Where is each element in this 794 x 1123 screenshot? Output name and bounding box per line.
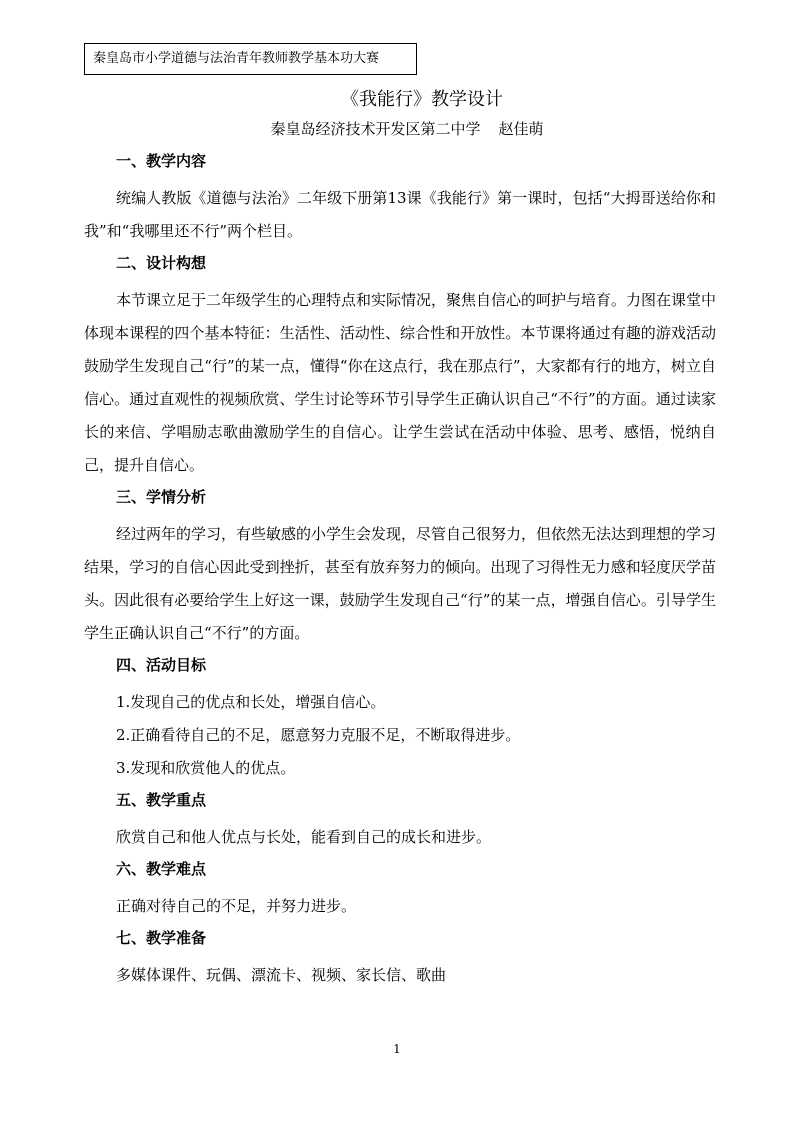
goal-item: 2.正确看待自己的不足，愿意努力克服不足，不断取得进步。 [116, 726, 521, 744]
section-text-analysis: 经过两年的学习，有些敏感的小学生会发现，尽管自己很努力，但依然无法达到理想的学习结果，学习的自信心因此受到挫折，甚至有放弃努力的倾向。出现了习得性无力感和轻度厌学苗头。因此很有必要给学生上好这一课，鼓励学生发现自己“行”的某一点，增强自信心。引导学生学生正确认识自己“不行”的方面。 [84, 525, 717, 642]
goal-item: 1.发现自己的优点和长处，增强自信心。 [116, 693, 386, 711]
section-text-difficulties: 正确对待自己的不足，并努力进步。 [116, 897, 357, 915]
section-heading-goals: 四、活动目标 [116, 656, 207, 674]
section-text-content: 统编人教版《道德与法治》二年级下册第13课《我能行》第一课时，包括“大拇哥送给你和我”和“我哪里还不行”两个栏目。 [84, 189, 716, 240]
author-name: 赵佳萌 [498, 120, 544, 138]
document-title: 《我能行》教学设计 [341, 89, 503, 110]
section-heading-key-points: 五、教学重点 [116, 791, 207, 809]
section-text-design: 本节课立足于二年级学生的心理特点和实际情况，聚焦自信心的呵护与培育。力图在课堂中体现本课程的四个基本特征：生活性、活动性、综合性和开放性。本节课将通过有趣的游戏活动鼓励学生发现自己“行”的某一点，懂得“你在这点行，我在那点行”，大家都有行的地方，树立自信心。通过直观性的视频欣赏、学生讨论等环节引导学生正确认识自己“不行”的方面。通过读家长的来信、学唱励志歌曲激励学生的自信心。让学生尝试在活动中体验、思考、感悟，悦纳自己，提升自信心。 [84, 291, 717, 474]
section-heading-content: 一、教学内容 [116, 152, 207, 170]
section-heading-difficulties: 六、教学难点 [116, 860, 207, 878]
author-line [0, 118, 794, 140]
goal-item: 3.发现和欣赏他人的优点。 [116, 759, 296, 777]
section-heading-analysis: 三、学情分析 [116, 488, 207, 506]
page-number: 1 [393, 1042, 401, 1056]
section-heading-design: 二、设计构想 [116, 254, 207, 272]
document-body [84, 150, 716, 992]
author-school: 秦皇岛经济技术开发区第二中学 [270, 120, 481, 138]
section-text-preparation: 多媒体课件、玩偶、漂流卡、视频、家长信、歌曲 [116, 966, 447, 984]
section-heading-preparation: 七、教学准备 [116, 929, 207, 947]
section-text-key-points: 欣赏自己和他人优点与长处，能看到自己的成长和进步。 [116, 828, 492, 846]
contest-header-box: 秦皇岛市小学道德与法治青年教师教学基本功大赛 [84, 43, 417, 75]
